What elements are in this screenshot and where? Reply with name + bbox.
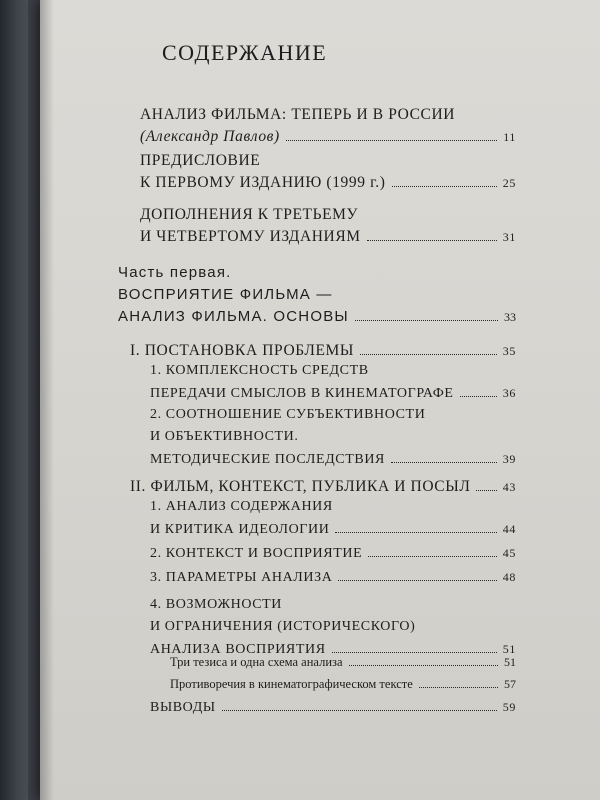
- book-spine: [0, 0, 28, 800]
- page-number: 31: [502, 230, 516, 244]
- conclusions-title: ВЫВОДЫ: [150, 700, 216, 715]
- section-line: И ОБЪЕКТИВНОСТИ.: [150, 429, 299, 444]
- entry-line: И ЧЕТВЕРТОМУ ИЗДАНИЯМ: [140, 228, 361, 245]
- toc-heading: СОДЕРЖАНИЕ: [162, 40, 328, 65]
- entry-line: К ПЕРВОМУ ИЗДАНИЮ (1999 г.): [140, 174, 386, 191]
- section-line: 2. СООТНОШЕНИЕ СУБЪЕКТИВНОСТИ: [150, 407, 426, 422]
- toc-entry-analysis-now: [140, 104, 516, 148]
- leader-dots: [286, 140, 497, 141]
- page-number: 11: [503, 130, 516, 144]
- leader-dots: [460, 396, 497, 397]
- leader-dots: [338, 580, 496, 581]
- toc-section-2-2: [150, 542, 516, 565]
- section-line: 4. ВОЗМОЖНОСТИ: [150, 597, 283, 612]
- section-line: ПЕРЕДАЧИ СМЫСЛОВ В КИНЕМАТОГРАФЕ: [150, 386, 454, 401]
- page-number: 59: [502, 700, 516, 714]
- section-line: И ОГРАНИЧЕНИЯ (ИСТОРИЧЕСКОГО): [150, 619, 416, 634]
- toc-subsection-contradictions: [170, 674, 516, 694]
- part-label: Часть первая.: [118, 264, 232, 281]
- page-number: 43: [502, 480, 516, 494]
- leader-dots: [349, 665, 499, 666]
- toc-chapter-2: [130, 476, 516, 498]
- chapter-title: I. ПОСТАНОВКА ПРОБЛЕМЫ: [130, 342, 355, 359]
- toc-entry-additions: [140, 204, 516, 248]
- entry-line: АНАЛИЗ ФИЛЬМА: ТЕПЕРЬ И В РОССИИ: [140, 106, 456, 123]
- entry-line: ПРЕДИСЛОВИЕ: [140, 152, 261, 169]
- toc-section-1-1: [150, 360, 516, 405]
- subsection-line: Противоречия в кинематографическом тексте: [170, 677, 413, 691]
- section-line: 3. ПАРАМЕТРЫ АНАЛИЗА: [150, 570, 333, 585]
- leader-dots: [476, 490, 496, 491]
- page-number: 35: [502, 344, 516, 358]
- leader-dots: [392, 186, 497, 187]
- page-number: 25: [502, 176, 516, 190]
- toc-conclusions: [150, 696, 516, 719]
- toc-subsection-theses: [170, 652, 516, 672]
- page-number: 45: [502, 546, 516, 560]
- leader-dots: [355, 320, 498, 321]
- section-line: МЕТОДИЧЕСКИЕ ПОСЛЕДСТВИЯ: [150, 452, 385, 467]
- page-number: 57: [504, 677, 516, 691]
- leader-dots: [360, 354, 497, 355]
- page-number: 51: [504, 655, 516, 669]
- section-line: АНАЛИЗА ВОСПРИЯТИЯ: [150, 642, 326, 657]
- toc-part-one: [118, 262, 516, 328]
- toc-chapter-1: [130, 340, 516, 362]
- page-number: 39: [502, 452, 516, 466]
- leader-dots: [368, 556, 497, 557]
- leader-dots: [391, 462, 497, 463]
- chapter-title: II. ФИЛЬМ, КОНТЕКСТ, ПУБЛИКА И ПОСЫЛ: [130, 478, 471, 495]
- section-line: 1. КОМПЛЕКСНОСТЬ СРЕДСТВ: [150, 363, 369, 378]
- part-title-line: ВОСПРИЯТИЕ ФИЛЬМА —: [118, 286, 333, 303]
- toc-section-1-2: [150, 404, 516, 471]
- page-number: 48: [502, 570, 516, 584]
- leader-dots: [222, 710, 497, 711]
- toc-entry-preface: [140, 150, 516, 194]
- page-number: 44: [502, 522, 516, 536]
- section-line: 2. КОНТЕКСТ И ВОСПРИЯТИЕ: [150, 546, 363, 561]
- leader-dots: [335, 532, 496, 533]
- leader-dots: [367, 240, 497, 241]
- part-title-line: АНАЛИЗ ФИЛЬМА. ОСНОВЫ: [118, 308, 349, 325]
- entry-line: (Александр Павлов): [140, 128, 280, 145]
- entry-line: ДОПОЛНЕНИЯ К ТРЕТЬЕМУ: [140, 206, 359, 223]
- toc-section-2-1: [150, 496, 516, 541]
- toc-section-2-3: [150, 566, 516, 589]
- section-line: 1. АНАЛИЗ СОДЕРЖАНИЯ: [150, 499, 333, 514]
- subsection-line: Три тезиса и одна схема анализа: [170, 655, 343, 669]
- toc-section-2-4: [150, 594, 516, 661]
- page-number: 36: [502, 386, 516, 400]
- leader-dots: [419, 687, 498, 688]
- page-number: 33: [504, 310, 516, 324]
- section-line: И КРИТИКА ИДЕОЛОГИИ: [150, 522, 330, 537]
- page-number: 51: [502, 642, 516, 656]
